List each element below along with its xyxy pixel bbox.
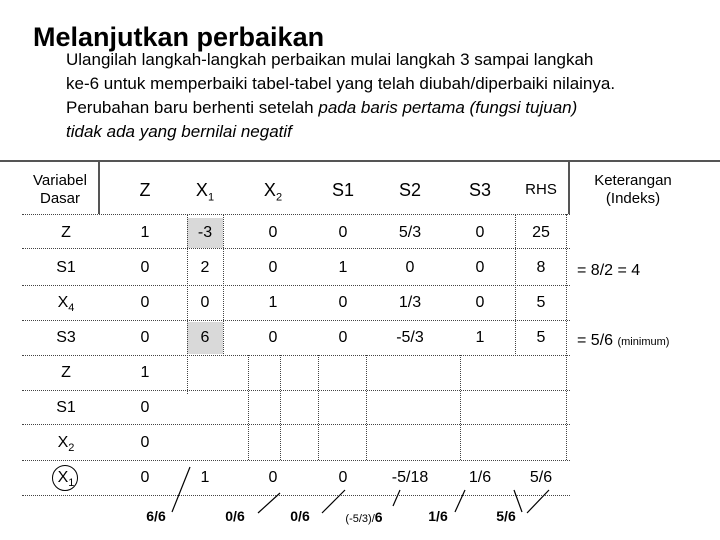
row-line xyxy=(22,424,570,425)
row-basis-text: X xyxy=(57,434,69,451)
cell-z: 1 xyxy=(140,364,150,381)
cell-z: 0 xyxy=(140,259,150,276)
header-rhs: RHS xyxy=(525,181,557,198)
division-x1: 0/6 xyxy=(225,508,245,524)
row-note-small: (minimum) xyxy=(617,336,670,348)
row-basis xyxy=(22,224,110,242)
column-line xyxy=(248,355,249,460)
cell-z: 0 xyxy=(140,329,150,346)
header-basis xyxy=(22,172,98,208)
header-x1 xyxy=(180,180,230,204)
instruction-line-1: Ulangilah langkah-langkah perbaikan mulai langkah 3 sampai langkah xyxy=(66,50,594,69)
instruction-line-3-italic: pada baris pertama (fungsi tujuan) xyxy=(318,98,578,117)
cell-s1: 0 xyxy=(338,294,348,311)
row-line xyxy=(22,390,570,391)
header-x2-sub: 2 xyxy=(275,191,283,204)
header-note-line1: Keterangan xyxy=(594,172,672,189)
header-s3: S3 xyxy=(468,180,492,200)
cell-x1: 6 xyxy=(200,329,210,346)
header-z: Z xyxy=(139,180,151,200)
row-line xyxy=(22,320,570,321)
row-basis-text: S3 xyxy=(56,329,76,346)
header-basis-line1: Variabel xyxy=(33,172,87,189)
header-s2: S2 xyxy=(398,180,422,200)
header-divider xyxy=(98,160,100,214)
cell-s2: 5/3 xyxy=(398,224,422,241)
cell-s2: -5/3 xyxy=(396,329,424,346)
division-z: 6/6 xyxy=(146,508,166,524)
cell-x1: 0 xyxy=(200,294,210,311)
row-note-text: = 5/6 xyxy=(577,332,618,349)
cell-s2: -5/18 xyxy=(391,469,429,486)
cell-rhs: 25 xyxy=(532,224,550,241)
cell-rhs: 5 xyxy=(536,329,546,346)
cell-x2: 1 xyxy=(268,294,278,311)
row-line xyxy=(22,460,570,461)
header-x1-sub: 1 xyxy=(207,191,215,204)
header-basis-line2: Dasar xyxy=(39,190,80,207)
row-basis xyxy=(22,399,110,417)
cell-x2: 0 xyxy=(268,329,278,346)
row-note xyxy=(577,332,669,350)
cell-s3: 0 xyxy=(475,294,485,311)
row-line xyxy=(22,285,570,286)
slide-title: Melanjutkan perbaikan xyxy=(33,22,325,52)
cell-s3: 1 xyxy=(475,329,485,346)
instruction-line-3 xyxy=(66,96,716,120)
header-x1-base: X xyxy=(195,180,208,200)
instruction-line-2: ke-6 untuk memperbaiki tabel-tabel yang telah diubah/diperbaiki nilainya. xyxy=(66,74,616,93)
row-basis xyxy=(22,259,110,277)
cell-x1: -3 xyxy=(197,224,213,241)
division-s1-tail: 6 xyxy=(374,509,383,525)
header-divider-right xyxy=(568,160,570,214)
division-s1-text: (-5/3)/ xyxy=(345,513,375,525)
row-basis xyxy=(22,434,110,454)
row-basis-text: X xyxy=(57,294,69,311)
division-x2: 0/6 xyxy=(290,508,310,524)
header-note-line2: (Indeks) xyxy=(605,190,661,207)
column-line xyxy=(280,355,281,460)
row-note-text: = 8/2 = 4 xyxy=(577,262,641,279)
column-line xyxy=(318,355,319,460)
cell-s3: 0 xyxy=(475,259,485,276)
cell-rhs: 5/6 xyxy=(529,469,553,486)
row-line xyxy=(22,248,570,249)
row-basis-text: X xyxy=(57,469,69,486)
cell-s1: 0 xyxy=(338,224,348,241)
row-basis-sub: 1 xyxy=(68,477,75,490)
row-basis-text: S1 xyxy=(56,399,76,416)
row-basis-text: Z xyxy=(61,224,71,241)
entering-variable-circle xyxy=(52,465,78,491)
cell-s3: 0 xyxy=(475,224,485,241)
row-basis xyxy=(22,329,110,347)
division-s2: 1/6 xyxy=(428,508,448,524)
cell-s2: 1/3 xyxy=(398,294,422,311)
cell-x1: 2 xyxy=(200,259,210,276)
slash-line xyxy=(258,493,280,513)
instruction-paragraph xyxy=(66,48,716,144)
slash-line xyxy=(393,490,400,506)
cell-s1: 0 xyxy=(338,329,348,346)
cell-z: 0 xyxy=(140,469,150,486)
cell-s1: 0 xyxy=(338,469,348,486)
header-s1: S1 xyxy=(331,180,355,200)
row-line xyxy=(22,495,570,496)
division-s1 xyxy=(334,509,394,525)
cell-z: 0 xyxy=(140,399,150,416)
row-basis-sub: 2 xyxy=(68,442,75,455)
instruction-line-3-normal: Perubahan baru berhenti setelah xyxy=(66,98,319,117)
row-basis xyxy=(22,364,110,382)
cell-s1: 1 xyxy=(338,259,348,276)
header-x2-base: X xyxy=(263,180,276,200)
cell-x1: 1 xyxy=(200,469,210,486)
cell-rhs: 8 xyxy=(536,259,546,276)
row-basis xyxy=(22,294,110,314)
cell-s2: 0 xyxy=(405,259,415,276)
row-line xyxy=(22,355,570,356)
division-s3: 5/6 xyxy=(496,508,516,524)
column-line xyxy=(460,355,461,460)
cell-x2: 0 xyxy=(268,469,278,486)
row-basis-text: Z xyxy=(61,364,71,381)
column-line xyxy=(366,355,367,460)
row-line xyxy=(22,214,570,215)
cell-z: 0 xyxy=(140,294,150,311)
cell-rhs: 5 xyxy=(536,294,546,311)
cell-x2: 0 xyxy=(268,224,278,241)
cell-x2: 0 xyxy=(268,259,278,276)
instruction-line-4: tidak ada yang bernilai negatif xyxy=(66,122,292,141)
row-basis-sub: 4 xyxy=(68,302,75,315)
cell-z: 0 xyxy=(140,434,150,451)
header-x2 xyxy=(248,180,298,204)
row-basis-text: S1 xyxy=(56,259,76,276)
table-top-border xyxy=(0,160,720,162)
slash-line xyxy=(527,490,549,513)
cell-z: 1 xyxy=(140,224,150,241)
cell-s3: 1/6 xyxy=(468,469,492,486)
header-note xyxy=(585,172,681,208)
row-note xyxy=(577,262,640,280)
